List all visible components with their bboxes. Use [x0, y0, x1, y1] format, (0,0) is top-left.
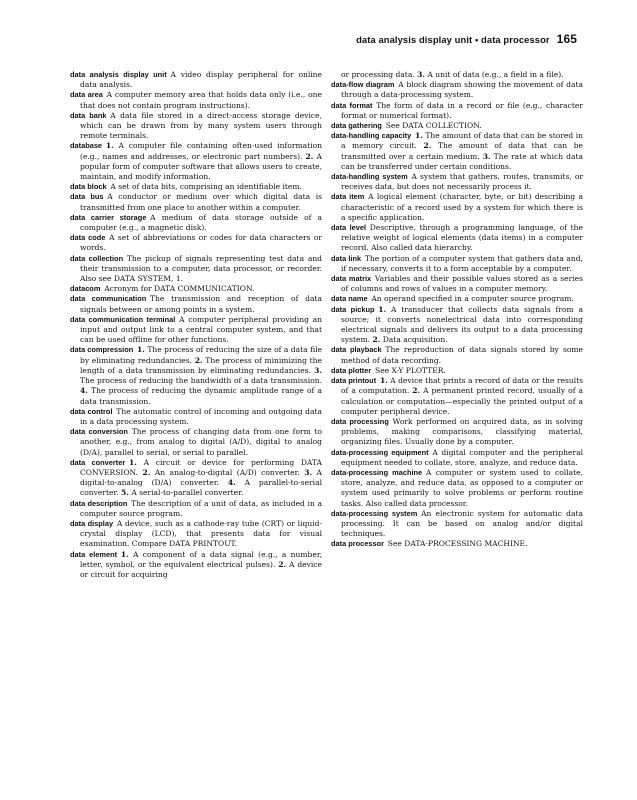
dictionary-entry	[331, 131, 583, 172]
entry-definition: See X-Y PLOTTER.	[375, 365, 446, 375]
entry-term: data bus	[70, 192, 104, 202]
entry-definition: A set of data bits, comprising an identifiable item.	[110, 182, 302, 192]
right-column	[331, 70, 583, 550]
dictionary-entry	[331, 274, 583, 294]
entry-definition: An electronic system for automatic data processing. It can be based on analog and/or digital techniques.	[341, 508, 583, 539]
dictionary-entry	[70, 141, 322, 182]
dictionary-entry	[331, 101, 583, 121]
dictionary-entry	[331, 468, 583, 509]
entry-definition: A device, such as a cathode-ray tube (CRT) or liquid-crystal display (LCD), that presents data for visual examination. Compare DATA PRINTOUT.	[80, 518, 322, 549]
running-head-title: data analysis display unit • data processor	[356, 34, 550, 45]
entry-definition: See DATA COLLECTION.	[385, 121, 482, 131]
entry-term: data communication terminal	[70, 314, 176, 324]
entry-term: data display	[70, 518, 114, 528]
entry-term: data name	[331, 294, 368, 304]
entry-term: data element	[70, 549, 118, 559]
entry-term: data-processing machine	[331, 467, 423, 477]
entry-term: data-handling system	[331, 172, 408, 182]
entry-definition: A video display peripheral for online data analysis.	[80, 70, 322, 90]
entry-definition: The description of a unit of data, as included in a computer source program.	[80, 498, 322, 518]
entry-term: data printout	[331, 376, 377, 386]
dictionary-entry	[70, 192, 322, 212]
entry-term: data control	[70, 406, 113, 416]
dictionary-entry	[331, 376, 583, 417]
entry-term: data pickup	[331, 304, 375, 314]
entry-definition: The process of changing data from one form to another, e.g., from analog to digital (A/D), digital to analog (D/A), parallel to serial, or serial to parallel.	[80, 427, 322, 457]
entry-term: data bank	[70, 110, 107, 120]
entry-term: database	[70, 141, 103, 151]
entry-definition: See DATA-PROCESSING MACHINE.	[387, 539, 528, 549]
entry-term: data code	[70, 233, 106, 243]
entry-definition: A computer peripheral providing an input and output link to a central computer system, and that can be used offline for other functions.	[80, 314, 322, 345]
dictionary-entry	[70, 315, 322, 346]
entry-definition: 1. A transducer that collects data signals from a source; it converts nonelectrical data into corresponding electrical signals and delivers its output to a data processing system. 2. Data acquisition.	[341, 304, 583, 345]
entry-term: data carrier storage	[70, 212, 147, 222]
dictionary-entry	[331, 254, 583, 274]
page-number: 165	[556, 32, 577, 46]
entry-definition: A computer or system used to collate, store, analyze, and reduce data, as opposed to a computer or system used primarily to solve problems or perform routine tasks. Also called data processor.	[341, 467, 583, 508]
entry-definition: Work performed on acquired data, as in solving problems, making comparisons, classifying material, organizing files. Usually done by a computer.	[341, 416, 584, 447]
entry-definition: A block diagram showing the movement of data through a data-processing system.	[341, 80, 583, 100]
dictionary-entry	[331, 539, 583, 549]
dictionary-entry	[70, 294, 322, 314]
dictionary-entry	[331, 121, 583, 131]
entry-term: data description	[70, 498, 128, 508]
entry-definition: A logical element (character, byte, or bit) describing a characteristic of a record used by a system for which there is a specific application.	[341, 192, 583, 222]
entry-term: data format	[331, 100, 373, 110]
entry-definition: 1. A circuit or device for performing DATA CONVERSION. 2. An analog-to-digital (A/D) converter. 3. A digital-to-analog (D/A) converter. 4. A parallel-to-serial converter. 5. A serial-to-parallel converter.	[80, 457, 323, 498]
entry-term: data processing	[331, 416, 389, 426]
dictionary-entry	[70, 284, 322, 294]
entry-definition: The pickup of signals representing test data and their transmission to a computer, data processor, or recorder. Also see DATA SYSTEM, 1.	[80, 253, 323, 284]
dictionary-entry	[70, 407, 322, 427]
running-head	[70, 32, 577, 46]
entry-term: data playback	[331, 345, 382, 355]
dictionary-entry	[70, 550, 322, 581]
dictionary-entry	[70, 233, 322, 253]
entry-definition: A data file stored in a direct-access storage device, which can be drawn from by many system users through remote terminals.	[80, 110, 322, 141]
dictionary-entry	[70, 213, 322, 233]
dictionary-entry	[331, 192, 583, 223]
dictionary-entry	[331, 223, 583, 254]
dictionary-entry	[70, 427, 322, 458]
entry-definition: or processing data. 3. A unit of data (e.g., a field in a file).	[341, 70, 564, 79]
entry-definition: A computer memory area that holds data only (i.e., one that does not contain program instructions).	[80, 90, 322, 110]
dictionary-entry	[331, 80, 583, 100]
dictionary-entry	[70, 519, 322, 550]
entry-term: data-processing system	[331, 508, 418, 518]
dictionary-entry	[331, 172, 583, 192]
entry-definition: A conductor or medium over which digital data is transmitted from one place to another within a computer.	[80, 192, 322, 212]
entry-definition: A medium of data storage outside of a computer (e.g., a magnetic disk).	[80, 212, 322, 233]
entry-definition: A set of abbreviations or codes for data characters or words.	[80, 233, 322, 253]
entry-term: data collection	[70, 253, 124, 263]
dictionary-entry	[70, 70, 322, 90]
dictionary-entry	[331, 509, 583, 540]
entry-definition: Variables and their possible values stored as a series of columns and rows of values in a computer memory.	[341, 274, 584, 294]
dictionary-entry	[331, 417, 583, 448]
entry-term: data plotter	[331, 365, 372, 375]
entry-term: data block	[70, 182, 107, 192]
dictionary-entry	[331, 366, 583, 376]
entry-definition: The form of data in a record or file (e.g., character format or numerical format).	[341, 100, 583, 120]
entry-definition: Descriptive, through a programming language, of the relative weight of logical elements (data items) in a computer record. Also called data hierarchy.	[341, 223, 583, 253]
entry-term: data-processing equipment	[331, 447, 429, 457]
entry-term: data analysis display unit	[70, 70, 167, 79]
dictionary-entry	[331, 345, 583, 365]
entry-definition: 1. A device that prints a record of data or the results of a computation. 2. A permanent printed record, usually of a calculation or computation—especially the printed output of a computer peripheral device.	[341, 376, 584, 416]
dictionary-entry	[70, 499, 322, 519]
entry-term: data converter	[70, 457, 126, 467]
entry-term: data item	[331, 192, 365, 202]
entry-definition: 1. A computer file containing often-used information (e.g., names and addresses, or electronic part numbers). 2. A popular form of computer software that allows users to create, maintain, and modify information.	[80, 141, 322, 182]
entry-term: data gathering	[331, 121, 382, 131]
entry-term: data conversion	[70, 427, 128, 437]
dictionary-entry	[70, 90, 322, 110]
entry-term: data area	[70, 90, 103, 100]
entry-term: datacom	[70, 284, 101, 294]
entry-definition: The reproduction of data signals stored by some method of data recording.	[341, 345, 583, 365]
dictionary-entry	[331, 70, 583, 80]
dictionary-entry	[331, 305, 583, 346]
dictionary-entry	[70, 111, 322, 142]
dictionary-entry	[70, 182, 322, 192]
dictionary-entry	[70, 254, 322, 285]
dictionary-entry	[70, 458, 322, 499]
entry-term: data compression	[70, 345, 134, 355]
entry-definition: The automatic control of incoming and outgoing data in a data processing system.	[80, 406, 323, 426]
dictionary-entry	[70, 345, 322, 406]
entry-definition: Acronym for DATA COMMUNICATION.	[104, 284, 255, 294]
entry-term: data matrix	[331, 274, 372, 284]
entry-definition: 1. A component of a data signal (e.g., a number, letter, symbol, or the equivalent electrical pulses). 2. A device or circuit for acquiring	[80, 549, 322, 579]
dictionary-entry	[331, 294, 583, 304]
entry-term: data level	[331, 223, 367, 233]
entry-definition: A system that gathers, routes, transmits, or receives data, but does not necessarily process it.	[341, 172, 583, 192]
dictionary-entry	[331, 448, 583, 468]
entry-term: data-handling capacity	[331, 131, 412, 141]
entry-term: data link	[331, 253, 362, 263]
entry-definition: The portion of a computer system that gathers data and, if necessary, converts it to a form acceptable by a computer.	[341, 253, 584, 273]
left-column	[70, 70, 322, 580]
entry-definition: 1. The process of reducing the size of a data file by eliminating redundancies. 2. The process of minimizing the length of a data transmission by eliminating redundancies. 3. The process of reducing the bandwidth of a data transmission. 4. The process of reducing the dynamic amplitude range of a data transmission.	[80, 345, 323, 406]
entry-term: data-flow diagram	[331, 80, 395, 90]
entry-definition: 1. The amount of data that can be stored in a memory circuit. 2. The amount of data that can be transmitted over a certain medium. 3. The rate at which data can be transferred under certain conditions.	[341, 131, 583, 171]
entry-definition: An operand specified in a computer source program.	[371, 294, 574, 304]
entry-definition: A digital computer and the peripheral equipment needed to collate, store, analyze, and reduce data.	[341, 447, 583, 467]
entry-definition: The transmission and reception of data signals between or among points in a system.	[80, 294, 323, 314]
entry-term: data communication	[70, 294, 147, 304]
entry-term: data processor	[331, 539, 384, 549]
